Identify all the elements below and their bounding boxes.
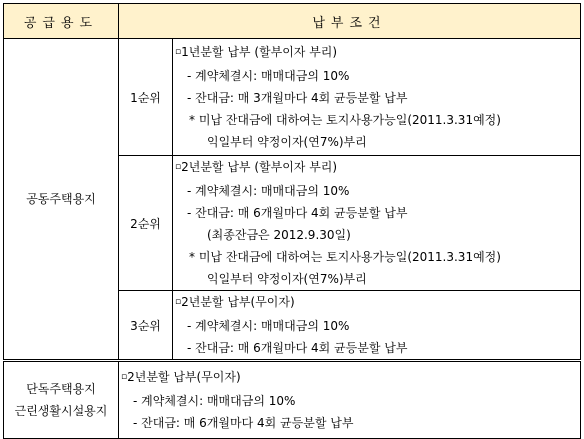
terms-rank-1 xyxy=(173,39,581,156)
terms-line: - 계약체결시: 매매대금의 10% xyxy=(187,319,350,333)
terms-note: * 미납 잔대금에 대하여는 토지사용가능일(2011.3.31예정) xyxy=(189,113,501,127)
category-detached-commercial xyxy=(4,361,119,439)
category-line: 근린생활시설용지 xyxy=(14,404,108,418)
terms-line: - 잔대금: 매 6개월마다 4회 균등분할 납부 xyxy=(187,206,408,220)
header-usage: 공급용도 xyxy=(4,4,119,39)
category-apartment: 공동주택용지 xyxy=(4,39,119,361)
terms-line: 익일부터 약정이자(연7%)부리 xyxy=(207,272,367,286)
terms-line: 익일부터 약정이자(연7%)부리 xyxy=(207,135,367,149)
terms-line: - 잔대금: 매 3개월마다 4회 균등분할 납부 xyxy=(187,91,408,105)
terms-detached xyxy=(119,361,581,439)
header-terms: 납부조건 xyxy=(119,4,581,39)
rank-2: 2순위 xyxy=(119,156,173,291)
category-line: 단독주택용지 xyxy=(26,382,96,396)
terms-line: ▫ 2년분할 납부(무이자) xyxy=(175,291,580,315)
terms-line: ▫ 1년분할 납부 (할부이자 부리) xyxy=(175,41,580,65)
terms-line: - 계약체결시: 매매대금의 10% xyxy=(133,394,296,408)
terms-rank-2 xyxy=(173,156,581,291)
terms-rank-3 xyxy=(173,291,581,361)
supply-terms-table xyxy=(3,3,581,439)
rank-3: 3순위 xyxy=(119,291,173,361)
table-row xyxy=(4,39,581,156)
terms-line: (최종잔금은 2012.9.30일) xyxy=(207,228,351,242)
terms-line: - 잔대금: 매 6개월마다 4회 균등분할 납부 xyxy=(133,416,354,430)
terms-line: - 계약체결시: 매매대금의 10% xyxy=(187,69,350,83)
terms-line: ▫ 2년분할 납부 (할부이자 부리) xyxy=(175,156,580,180)
terms-line: - 계약체결시: 매매대금의 10% xyxy=(187,184,350,198)
terms-note: * 미납 잔대금에 대하여는 토지사용가능일(2011.3.31예정) xyxy=(189,250,501,264)
table-row xyxy=(4,361,581,439)
terms-line: ▫ 2년분할 납부(무이자) xyxy=(121,366,580,390)
header-row xyxy=(4,4,581,39)
rank-1: 1순위 xyxy=(119,39,173,156)
terms-line: - 잔대금: 매 6개월마다 4회 균등분할 납부 xyxy=(187,341,408,355)
